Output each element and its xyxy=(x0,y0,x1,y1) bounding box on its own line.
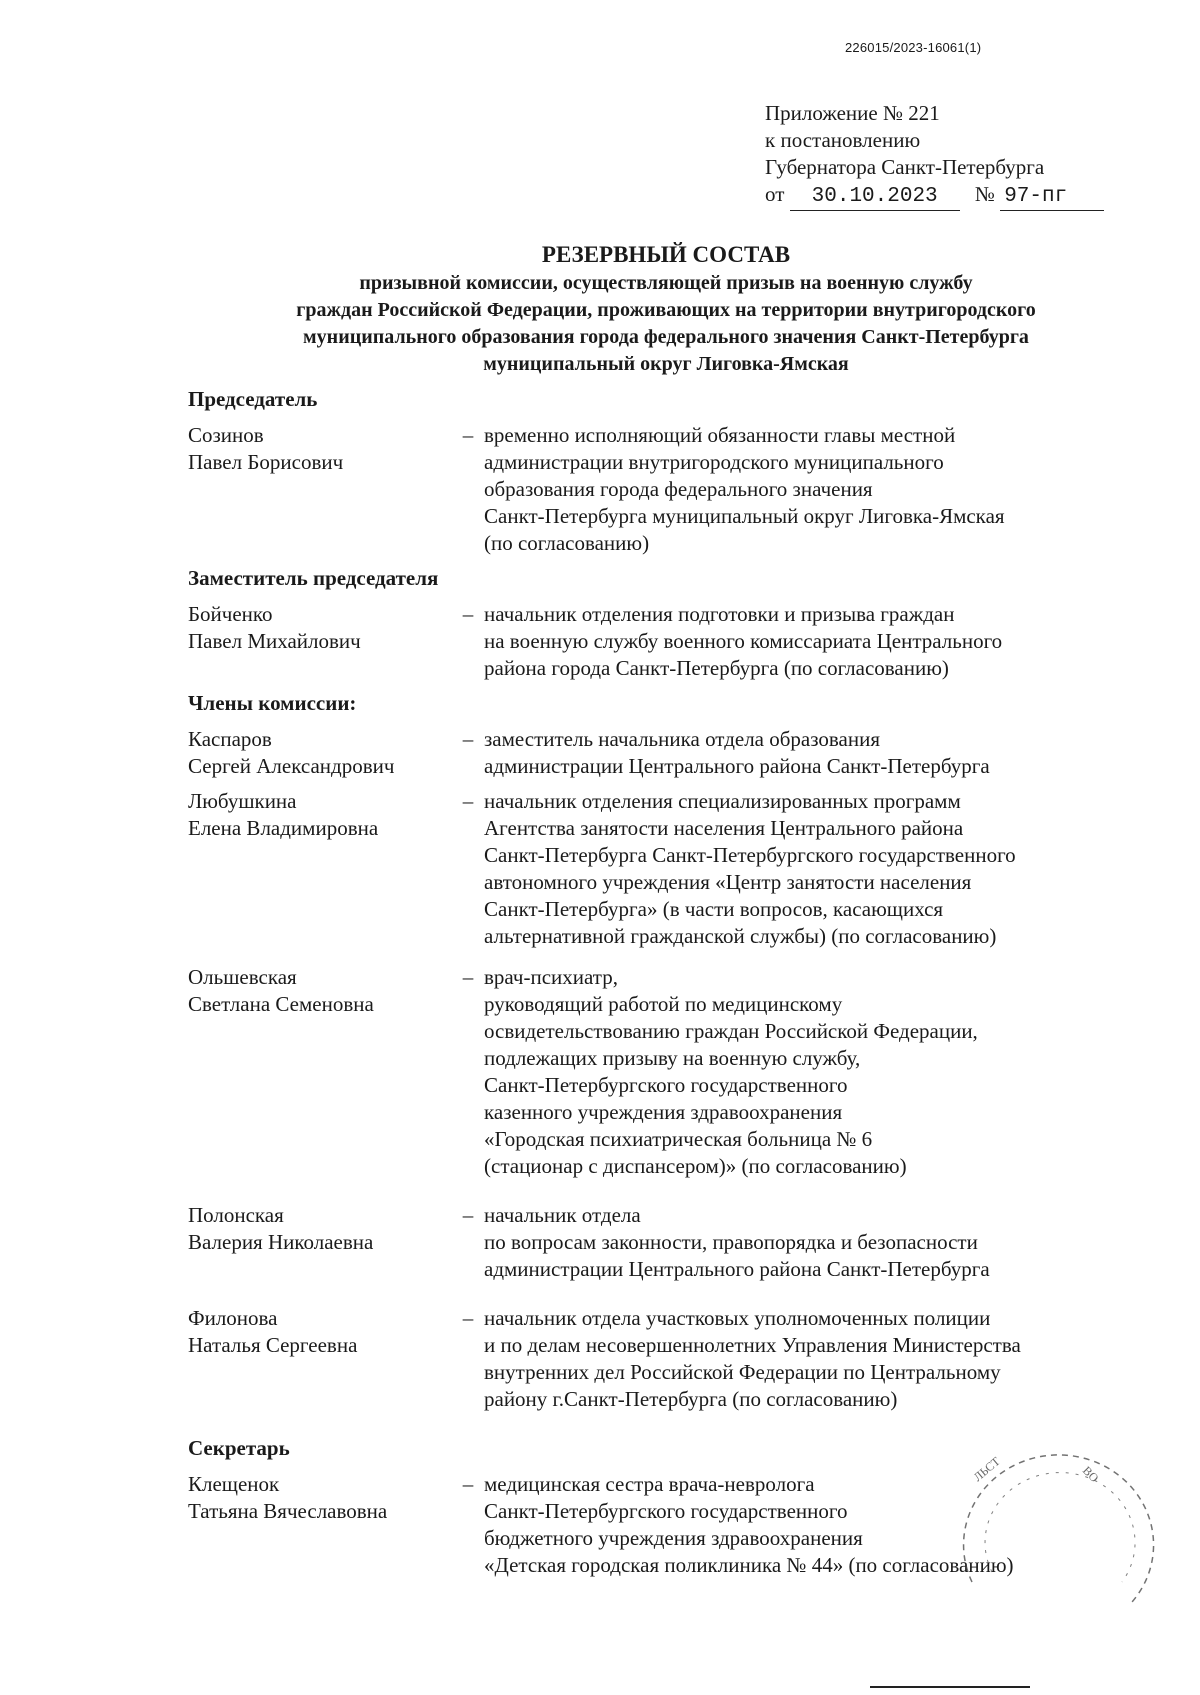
dash: – xyxy=(462,1306,474,1330)
stamp-text: ВО xyxy=(1079,1463,1102,1485)
heading-subtitle-4: муниципальный округ Лиговка-Ямская xyxy=(483,353,849,375)
person-name xyxy=(188,1471,452,1579)
person-entry xyxy=(188,726,1128,780)
dash: – xyxy=(462,1472,474,1496)
section-chair: Председатель xyxy=(188,387,318,411)
given-names: Павел Борисович xyxy=(188,450,344,474)
given-names: Павел Михайлович xyxy=(188,629,361,653)
role-line: Санкт-Петербурга муниципальный округ Лиговка-Ямская xyxy=(484,504,1005,528)
role-line: Агентства занятости населения Центрального района xyxy=(484,816,964,840)
person-name xyxy=(188,601,452,682)
document-number: 226015/2023-16061(1) xyxy=(845,40,982,55)
dash: – xyxy=(462,423,474,447)
heading-title: РЕЗЕРВНЫЙ СОСТАВ xyxy=(541,242,791,267)
dash: – xyxy=(462,789,474,813)
role-line: администрации Центрального района Санкт-Петербурга xyxy=(484,1257,990,1281)
dash: – xyxy=(462,602,474,626)
role-line: на военную службу военного комиссариата Центрального xyxy=(484,629,1003,653)
section-deputy: Заместитель председателя xyxy=(188,566,439,590)
person-entry xyxy=(188,1471,1128,1579)
person-role xyxy=(484,1471,1128,1579)
role-line: району г.Санкт-Петербурга (по согласованию) xyxy=(484,1387,898,1411)
role-line: Санкт-Петербургского государственного xyxy=(484,1499,848,1523)
role-line: «Городская психиатрическая больница № 6 xyxy=(484,1127,873,1151)
role-line: освидетельствованию граждан Российской Федерации, xyxy=(484,1019,978,1043)
role-line: «Детская городская поликлиника № 44» (по согласованию) xyxy=(484,1553,1014,1577)
surname: Ольшевская xyxy=(188,965,297,989)
person-entry xyxy=(188,601,1128,682)
person-name xyxy=(188,1202,452,1283)
given-names: Сергей Александрович xyxy=(188,754,395,778)
role-line: подлежащих призыву на военную службу, xyxy=(484,1046,861,1070)
role-line: руководящий работой по медицинскому xyxy=(484,992,843,1016)
surname: Бойченко xyxy=(188,602,273,626)
role-line: образования города федерального значения xyxy=(484,477,873,501)
given-names: Валерия Николаевна xyxy=(188,1230,374,1254)
role-line: по вопросам законности, правопорядка и безопасности xyxy=(484,1230,978,1254)
person-entry xyxy=(188,964,1128,1180)
role-line: (стационар с диспансером)» (по согласованию) xyxy=(484,1154,907,1178)
appendix-line-1: Приложение № 221 xyxy=(765,101,940,125)
role-line: медицинская сестра врача-невролога xyxy=(484,1472,815,1496)
person-entry xyxy=(188,1202,1128,1283)
decree-number: 97-пг xyxy=(1000,183,1104,211)
role-line: заместитель начальника отдела образования xyxy=(484,727,881,751)
surname: Созинов xyxy=(188,423,264,447)
appendix-line-3: Губернатора Санкт-Петербурга xyxy=(765,155,1045,179)
appendix-date-line xyxy=(765,181,1104,211)
role-line: Санкт-Петербургского государственного xyxy=(484,1073,848,1097)
surname: Клещенок xyxy=(188,1472,280,1496)
person-name xyxy=(188,422,452,557)
person-entry xyxy=(188,1305,1128,1413)
role-line: администрации Центрального района Санкт-Петербурга xyxy=(484,754,990,778)
role-line: казенного учреждения здравоохранения xyxy=(484,1100,843,1124)
role-line: внутренних дел Российской Федерации по Центральному xyxy=(484,1360,1001,1384)
role-line: Санкт-Петербурга Санкт-Петербургского государственного xyxy=(484,843,1016,867)
role-line: автономного учреждения «Центр занятости населения xyxy=(484,870,972,894)
given-names: Елена Владимировна xyxy=(188,816,379,840)
role-line: альтернативной гражданской службы) (по согласованию) xyxy=(484,924,997,948)
dash: – xyxy=(462,727,474,751)
heading-subtitle-1: призывной комиссии, осуществляющей призыв на военную службу xyxy=(359,272,973,294)
role-line: временно исполняющий обязанности главы местной xyxy=(484,423,956,447)
role-line: района города Санкт-Петербурга (по согласованию) xyxy=(484,656,949,680)
bottom-rule xyxy=(870,1686,1030,1688)
commission-members xyxy=(188,386,1128,1579)
surname: Филонова xyxy=(188,1306,278,1330)
person-role xyxy=(484,1202,1128,1283)
person-role xyxy=(484,964,1128,1180)
from-label: от xyxy=(765,182,785,206)
surname: Каспаров xyxy=(188,727,272,751)
person-role xyxy=(484,422,1128,557)
heading-subtitle-2: граждан Российской Федерации, проживающих на территории внутригородского xyxy=(296,299,1036,321)
role-line: начальник отделения подготовки и призыва граждан xyxy=(484,602,955,626)
given-names: Татьяна Вячеславовна xyxy=(188,1499,388,1523)
section-members: Члены комиссии: xyxy=(188,691,357,715)
role-line: начальник отделения специализированных программ xyxy=(484,789,961,813)
surname: Любушкина xyxy=(188,789,297,813)
person-entry xyxy=(188,422,1128,557)
person-entry xyxy=(188,788,1128,950)
role-line: врач-психиатр, xyxy=(484,965,618,989)
person-name xyxy=(188,964,452,1180)
person-role xyxy=(484,601,1128,682)
person-role xyxy=(484,726,1128,780)
heading-subtitle-3: муниципального образования города федерального значения Санкт-Петербурга xyxy=(303,326,1029,348)
role-line: администрации внутригородского муниципального xyxy=(484,450,944,474)
person-name xyxy=(188,1305,452,1413)
person-name xyxy=(188,788,452,950)
surname: Полонская xyxy=(188,1203,284,1227)
appendix-line-2: к постановлению xyxy=(765,128,921,152)
person-role xyxy=(484,788,1128,950)
role-line: и по делам несовершеннолетних Управления Министерства xyxy=(484,1333,1021,1357)
document-heading xyxy=(0,240,1200,378)
person-name xyxy=(188,726,452,780)
dash: – xyxy=(462,965,474,989)
role-line: начальник отдела xyxy=(484,1203,641,1227)
number-label: № xyxy=(974,182,995,206)
given-names: Наталья Сергеевна xyxy=(188,1333,358,1357)
role-line: Санкт-Петербурга» (в части вопросов, касающихся xyxy=(484,897,944,921)
stamp-text: ЛЬСТ xyxy=(970,1454,1003,1485)
appendix-block xyxy=(765,100,1104,211)
role-line: бюджетного учреждения здравоохранения xyxy=(484,1526,863,1550)
role-line: начальник отдела участковых уполномоченных полиции xyxy=(484,1306,991,1330)
role-line: (по согласованию) xyxy=(484,531,650,555)
person-role xyxy=(484,1305,1128,1413)
decree-date: 30.10.2023 xyxy=(790,183,960,211)
dash: – xyxy=(462,1203,474,1227)
section-secretary: Секретарь xyxy=(188,1436,290,1460)
given-names: Светлана Семеновна xyxy=(188,992,374,1016)
